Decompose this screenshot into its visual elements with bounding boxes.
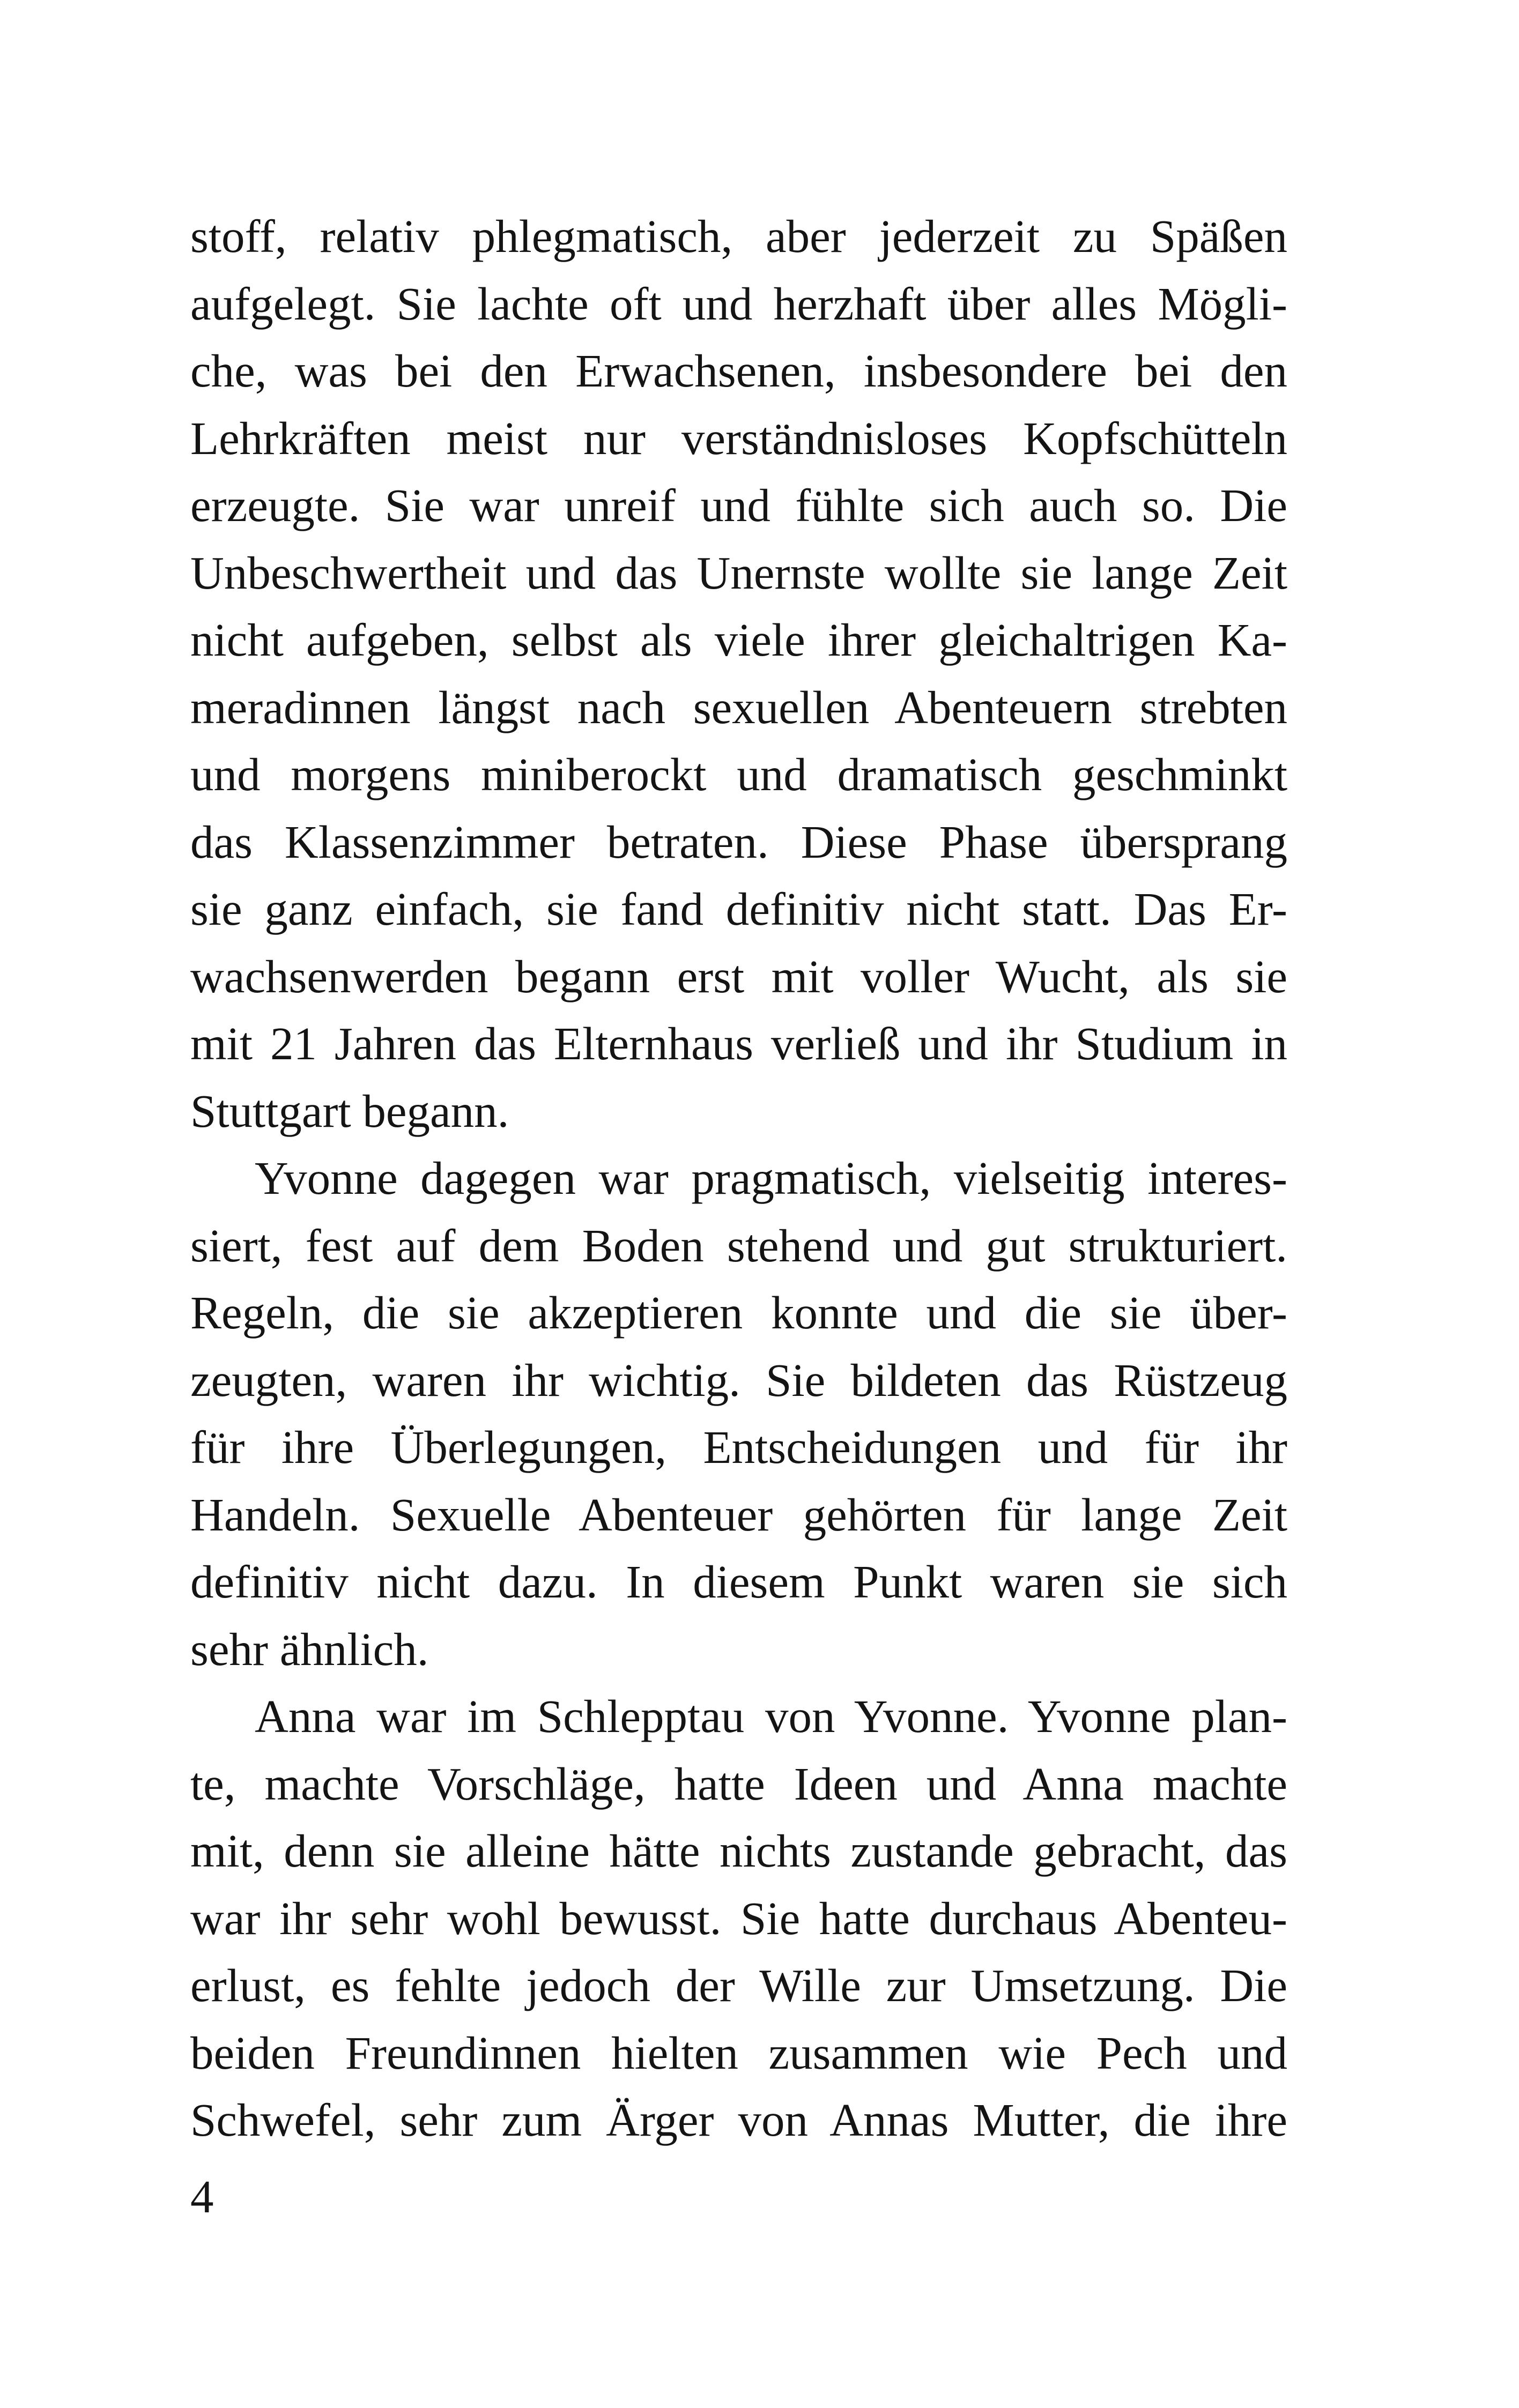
text-line: Anna war im Schlepptau von Yvonne. Yvonne plan- (255, 1690, 1287, 1742)
text-line: wachsenwerden begann erst mit voller Wucht, als sie (190, 950, 1287, 1002)
text-line: sehr ähnlich. (190, 1623, 429, 1675)
text-line: zeugten, waren ihr wichtig. Sie bildeten das Rüstzeug (190, 1354, 1287, 1406)
text-line: erlust, es fehlte jedoch der Wille zur Umsetzung. Die (190, 1959, 1287, 2011)
text-line: Unbeschwertheit und das Unernste wollte sie lange Zeit (190, 546, 1287, 599)
text-line: Regeln, die sie akzeptieren konnte und die sie über- (190, 1287, 1287, 1339)
text-line: te, machte Vorschläge, hatte Ideen und Anna machte (190, 1757, 1287, 1810)
text-line: mit, denn sie alleine hätte nichts zustande gebracht, das (190, 1825, 1287, 1877)
text-line: meradinnen längst nach sexuellen Abenteuern strebten (190, 681, 1287, 733)
text-line: erzeugte. Sie war unreif und fühlte sich auch so. Die (190, 479, 1287, 531)
text-line: das Klassenzimmer betraten. Diese Phase übersprang (190, 815, 1287, 868)
text-line: Schwefel, sehr zum Ärger von Annas Mutter, die ihre (190, 2094, 1287, 2146)
text-line: siert, fest auf dem Boden stehend und gut strukturiert. (190, 1219, 1287, 1272)
text-line: stoff, relativ phlegmatisch, aber jederzeit zu Späßen (190, 210, 1287, 262)
text-line: beiden Freundinnen hielten zusammen wie Pech und (190, 2026, 1287, 2079)
text-line: sie ganz einfach, sie fand definitiv nicht statt. Das Er- (190, 883, 1287, 935)
text-line: für ihre Überlegungen, Entscheidungen und für ihr (190, 1421, 1287, 1473)
text-line: nicht aufgeben, selbst als viele ihrer gleichaltrigen Ka- (190, 614, 1287, 666)
text-line: Lehrkräften meist nur verständnisloses Kopfschütteln (190, 412, 1287, 464)
text-line: definitiv nicht dazu. In diesem Punkt waren sie sich (190, 1556, 1287, 1608)
text-line: war ihr sehr wohl bewusst. Sie hatte durchaus Abenteu- (190, 1892, 1287, 1944)
body-text (190, 203, 1287, 2154)
text-line: Yvonne dagegen war pragmatisch, vielseitig interes- (255, 1152, 1287, 1204)
text-line: Handeln. Sexuelle Abenteuer gehörten für lange Zeit (190, 1488, 1287, 1541)
text-line: und morgens miniberockt und dramatisch geschminkt (190, 748, 1287, 800)
text-line: aufgelegt. Sie lachte oft und herzhaft über alles Mögli- (190, 277, 1287, 330)
text-line: Stuttgart begann. (190, 1084, 509, 1137)
page-number: 4 (190, 2171, 214, 2223)
text-line: che, was bei den Erwachsenen, insbesondere bei den (190, 345, 1287, 397)
text-line: mit 21 Jahren das Elternhaus verließ und ihr Studium in (190, 1017, 1287, 1069)
